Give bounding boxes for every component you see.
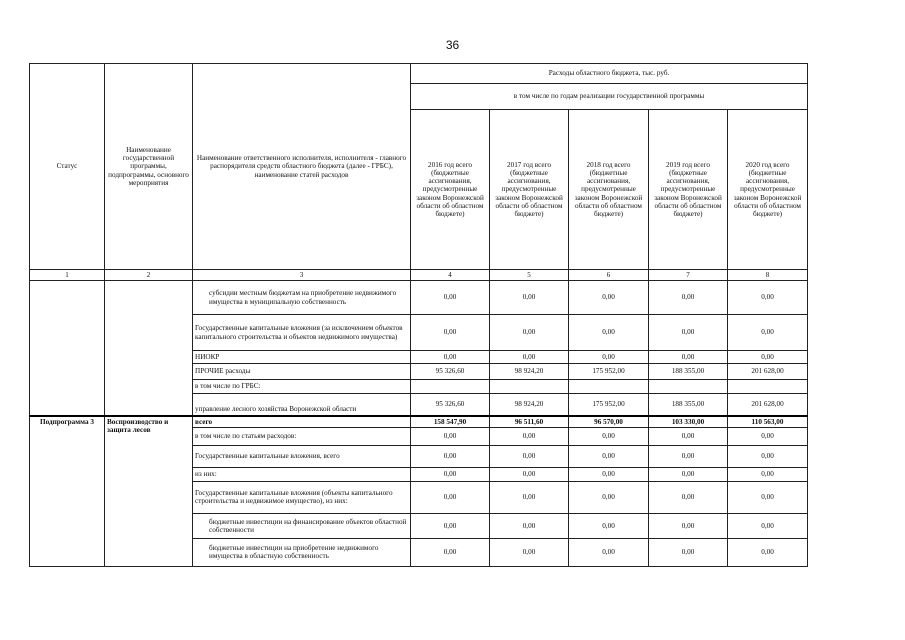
row-label: Государственные капитальные вложения (за исключением объектов капитального строительства и объектов недвижимого имущества) bbox=[193, 315, 411, 351]
column-number: 1 bbox=[30, 270, 105, 281]
page-number: 36 bbox=[445, 38, 460, 52]
header-year: 2016 год всего (бюджетные ассигнования, предусмотренные законом Воронежской области об областном бюджете) bbox=[411, 110, 490, 270]
header-row-1 bbox=[30, 64, 808, 84]
row-label: в том числе по ГРБС: bbox=[193, 380, 411, 394]
column-number-row bbox=[30, 270, 808, 281]
header-status: Статус bbox=[30, 64, 105, 270]
row-value: 95 326,60 bbox=[411, 394, 490, 416]
row-label: бюджетные инвестиции на приобретение недвижимого имущества в областную собственность bbox=[193, 538, 411, 566]
row-value: 0,00 bbox=[569, 513, 649, 538]
row-label: Государственные капитальные вложения (объекты капитального строительства и недвижимое имущество), из них: bbox=[193, 481, 411, 513]
row-value: 0,00 bbox=[411, 538, 490, 566]
row-value: 0,00 bbox=[728, 445, 808, 467]
row-value bbox=[728, 380, 808, 394]
row-label: Государственные капитальные вложения, всего bbox=[193, 445, 411, 467]
row-value: 0,00 bbox=[490, 281, 569, 315]
row-value: 175 952,00 bbox=[569, 364, 649, 380]
column-number: 3 bbox=[193, 270, 411, 281]
row-value: 0,00 bbox=[728, 467, 808, 481]
row-value: 0,00 bbox=[649, 427, 728, 445]
row-value: 0,00 bbox=[649, 315, 728, 351]
row-value: 201 628,00 bbox=[728, 364, 808, 380]
row-value: 0,00 bbox=[411, 481, 490, 513]
row-value: 0,00 bbox=[569, 427, 649, 445]
row-value: 0,00 bbox=[411, 427, 490, 445]
row-value: 0,00 bbox=[649, 538, 728, 566]
header-year: 2019 год всего (бюджетные ассигнования, предусмотренные законом Воронежской области об областном бюджете) bbox=[649, 110, 728, 270]
row-value: 103 330,00 bbox=[649, 416, 728, 428]
row-value: 188 355,00 bbox=[649, 364, 728, 380]
row-value: 0,00 bbox=[649, 513, 728, 538]
row-label: субсидии местным бюджетам на приобретение недвижимого имущества в муниципальную собственность bbox=[193, 281, 411, 315]
subprogram-status: Подпрограмма 3 bbox=[30, 416, 105, 567]
row-value: 0,00 bbox=[490, 481, 569, 513]
row-value bbox=[649, 380, 728, 394]
row-value: 96 570,00 bbox=[569, 416, 649, 428]
subprogram-name: Воспроизводство и защита лесов bbox=[105, 416, 193, 567]
row-value: 0,00 bbox=[411, 445, 490, 467]
row-value bbox=[411, 380, 490, 394]
row-value: 201 628,00 bbox=[728, 394, 808, 416]
row-value: 96 511,60 bbox=[490, 416, 569, 428]
row-value: 0,00 bbox=[728, 513, 808, 538]
row-value: 0,00 bbox=[569, 481, 649, 513]
row-value: 0,00 bbox=[490, 513, 569, 538]
row-value: 0,00 bbox=[569, 538, 649, 566]
row-label: в том числе по статьям расходов: bbox=[193, 427, 411, 445]
column-number: 8 bbox=[728, 270, 808, 281]
row-value: 188 355,00 bbox=[649, 394, 728, 416]
header-executor: Наименование ответственного исполнителя, исполнителя - главного распорядителя средств областного бюджета (далее - ГРБС), наименование статей расходов bbox=[193, 64, 411, 270]
row-value: 0,00 bbox=[649, 481, 728, 513]
row-label: всего bbox=[193, 416, 411, 428]
row-label: НИОКР bbox=[193, 351, 411, 364]
column-number: 6 bbox=[569, 270, 649, 281]
row-value: 158 547,90 bbox=[411, 416, 490, 428]
row-value: 175 952,00 bbox=[569, 394, 649, 416]
program-cell-empty bbox=[105, 281, 193, 416]
header-by-years: в том числе по годам реализации государственной программы bbox=[411, 84, 808, 110]
row-value: 0,00 bbox=[728, 281, 808, 315]
column-number: 5 bbox=[490, 270, 569, 281]
table-row bbox=[30, 416, 808, 428]
row-value: 0,00 bbox=[411, 351, 490, 364]
header-year: 2017 год всего (бюджетные ассигнования, предусмотренные законом Воронежской области об областном бюджете) bbox=[490, 110, 569, 270]
row-value: 0,00 bbox=[411, 281, 490, 315]
header-year: 2018 год всего (бюджетные ассигнования, предусмотренные законом Воронежской области об областном бюджете) bbox=[569, 110, 649, 270]
row-value: 0,00 bbox=[411, 315, 490, 351]
table-row bbox=[30, 281, 808, 315]
row-value bbox=[569, 380, 649, 394]
column-number: 7 bbox=[649, 270, 728, 281]
row-value: 95 326,60 bbox=[411, 364, 490, 380]
row-label: управление лесного хозяйства Воронежской области bbox=[193, 394, 411, 416]
header-expenses-title: Расходы областного бюджета, тыс. руб. bbox=[411, 64, 808, 84]
row-label: ПРОЧИЕ расходы bbox=[193, 364, 411, 380]
row-value: 0,00 bbox=[649, 351, 728, 364]
header-program-name: Наименование государственной программы, подпрограммы, основного мероприятия bbox=[105, 64, 193, 270]
row-value: 0,00 bbox=[569, 351, 649, 364]
row-value: 98 924,20 bbox=[490, 394, 569, 416]
row-value: 0,00 bbox=[728, 427, 808, 445]
row-value: 0,00 bbox=[490, 445, 569, 467]
row-label: бюджетные инвестиции на финансирование объектов областной собственности bbox=[193, 513, 411, 538]
row-value: 98 924,20 bbox=[490, 364, 569, 380]
row-value: 0,00 bbox=[569, 445, 649, 467]
row-value: 0,00 bbox=[569, 467, 649, 481]
row-value: 0,00 bbox=[490, 467, 569, 481]
column-number: 2 bbox=[105, 270, 193, 281]
row-value: 0,00 bbox=[490, 351, 569, 364]
row-value: 0,00 bbox=[490, 315, 569, 351]
row-value: 0,00 bbox=[649, 281, 728, 315]
row-value: 0,00 bbox=[569, 281, 649, 315]
row-value: 110 563,00 bbox=[728, 416, 808, 428]
row-value bbox=[490, 380, 569, 394]
row-value: 0,00 bbox=[490, 427, 569, 445]
column-number: 4 bbox=[411, 270, 490, 281]
row-value: 0,00 bbox=[649, 445, 728, 467]
row-value: 0,00 bbox=[649, 467, 728, 481]
row-value: 0,00 bbox=[728, 538, 808, 566]
row-value: 0,00 bbox=[490, 538, 569, 566]
row-value: 0,00 bbox=[728, 315, 808, 351]
row-value: 0,00 bbox=[411, 513, 490, 538]
row-value: 0,00 bbox=[728, 351, 808, 364]
row-value: 0,00 bbox=[728, 481, 808, 513]
budget-table bbox=[29, 63, 808, 567]
row-value: 0,00 bbox=[411, 467, 490, 481]
status-cell-empty bbox=[30, 281, 105, 416]
row-label: из них: bbox=[193, 467, 411, 481]
row-value: 0,00 bbox=[569, 315, 649, 351]
header-year: 2020 год всего (бюджетные ассигнования, предусмотренные законом Воронежской области об областном бюджете) bbox=[728, 110, 808, 270]
